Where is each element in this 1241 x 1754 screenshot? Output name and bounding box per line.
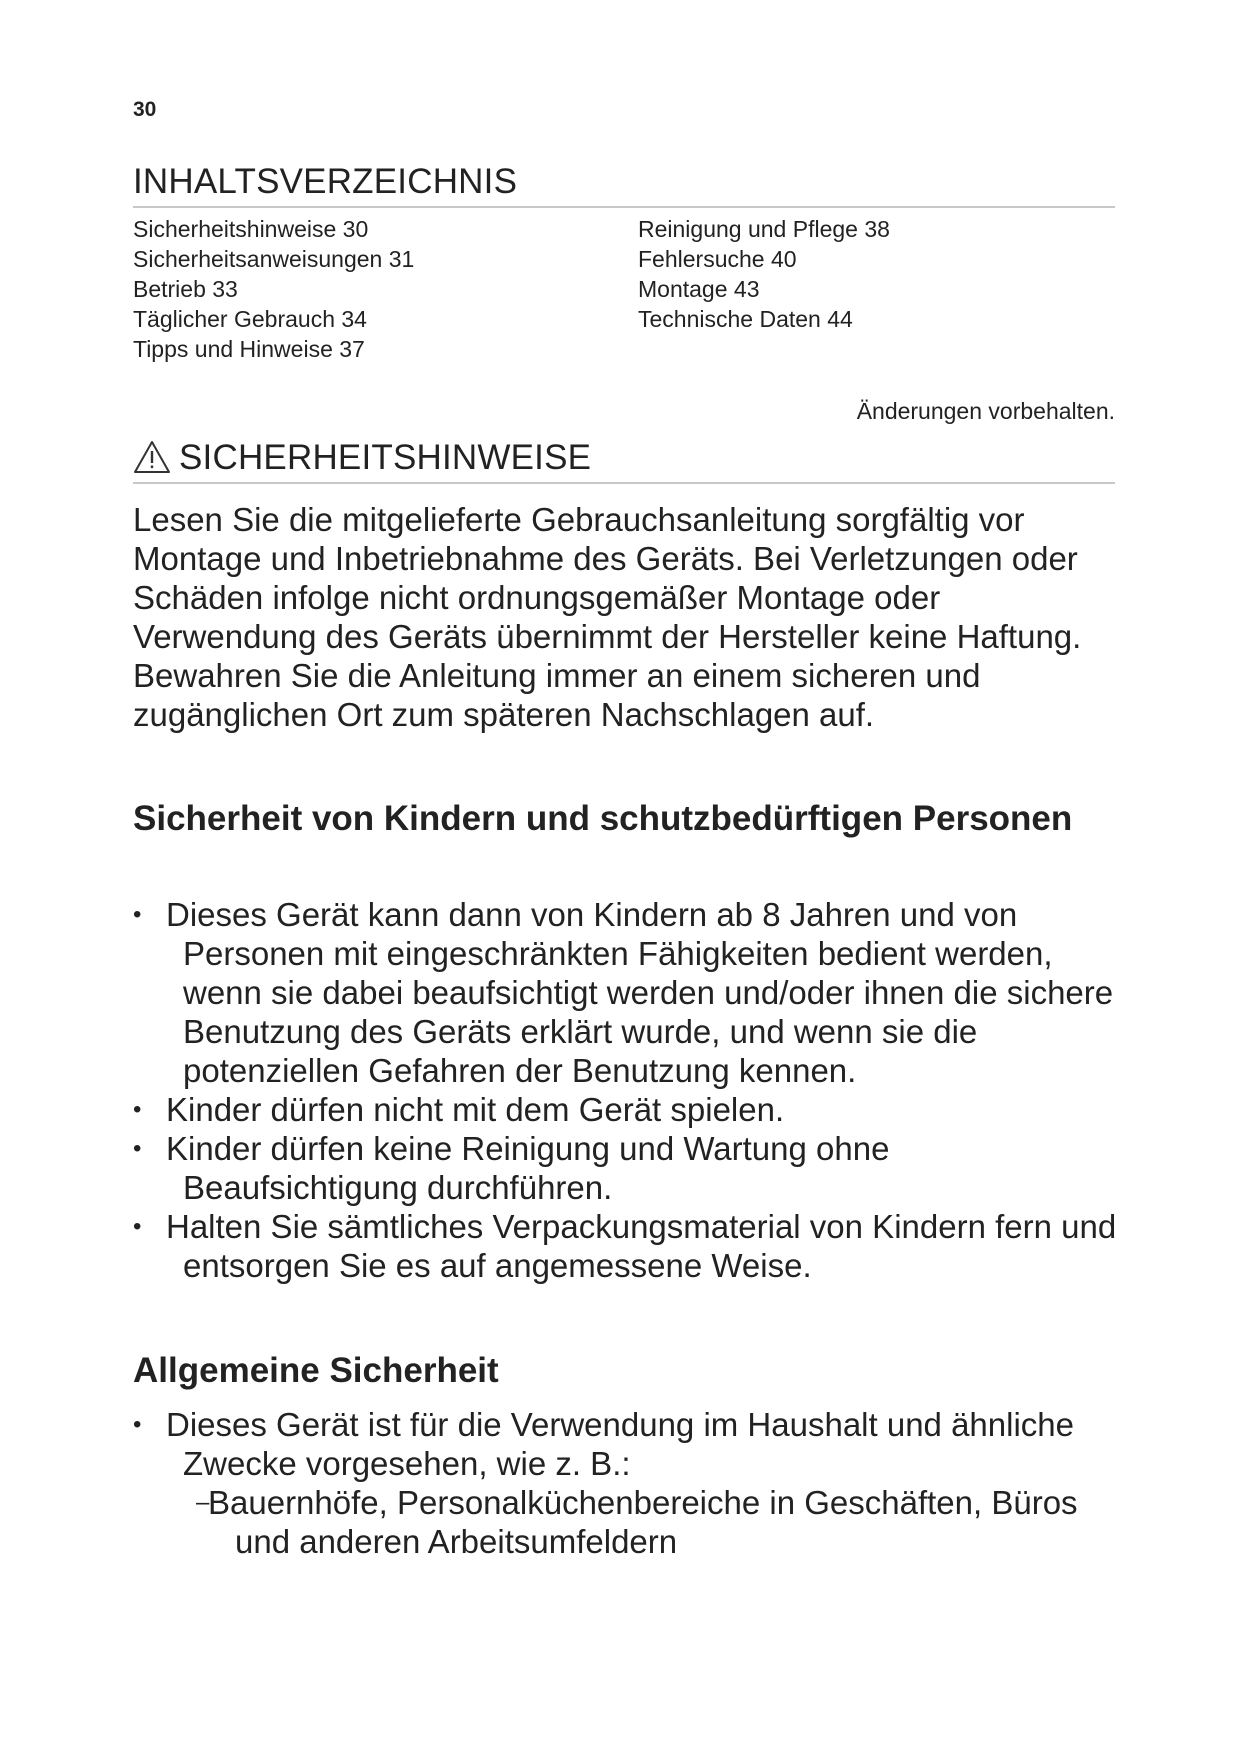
toc-item: Reinigung und Pflege 38	[638, 216, 890, 242]
toc-item: Fehlersuche 40	[638, 246, 797, 272]
general-safety-list	[133, 1405, 1123, 1561]
toc-item: Technische Daten 44	[638, 306, 853, 332]
list-item-text: Kinder dürfen keine Reinigung und Wartung ohne Beaufsichtigung durchführen.	[166, 1130, 890, 1206]
dash-icon: –	[196, 1489, 210, 1516]
bullet-icon: •	[133, 1213, 142, 1240]
list-item	[133, 1129, 1123, 1207]
children-safety-list	[133, 895, 1123, 1285]
list-item	[133, 895, 1123, 1090]
list-item-text: Halten Sie sämtliches Verpackungsmaterial von Kindern fern und entsorgen Sie es auf angemessene Weise.	[166, 1208, 1117, 1284]
general-safety-heading: Allgemeine Sicherheit	[133, 1351, 499, 1390]
toc-item: Betrieb 33	[133, 276, 238, 302]
toc-item: Sicherheitsanweisungen 31	[133, 246, 415, 272]
list-item	[133, 1090, 1123, 1129]
sub-list-item-text: Bauernhöfe, Personalküchenbereiche in Geschäften, Büros und anderen Arbeitsumfeldern	[208, 1484, 1078, 1560]
list-item-text: Kinder dürfen nicht mit dem Gerät spielen.	[166, 1091, 785, 1128]
children-safety-heading: Sicherheit von Kindern und schutzbedürftigen Personen	[133, 799, 1073, 838]
bullet-icon: •	[133, 1411, 142, 1438]
bullet-icon: •	[133, 901, 142, 928]
bullet-icon: •	[133, 1135, 142, 1162]
safety-title	[133, 438, 1115, 484]
safety-intro: Lesen Sie die mitgelieferte Gebrauchsanleitung sorgfältig vor Montage und Inbetriebnahme des Geräts. Bei Verletzungen oder Schäden infolge nicht ordnungsgemäßer Montage oder Verwendung des Geräts übernimmt der Hersteller keine Haftung. Bewahren Sie die Anleitung immer an einem sicheren und zugänglichen Ort zum späteren Nachschlagen auf.	[133, 501, 1082, 733]
toc-column-right	[638, 214, 890, 334]
toc-item: Tipps und Hinweise 37	[133, 336, 365, 362]
list-item-text: Dieses Gerät kann dann von Kindern ab 8 Jahren und von Personen mit eingeschränkten Fähigkeiten bedient werden, wenn sie dabei beaufsichtigt werden und/oder ihnen die sichere Benutzung des Geräts erklärt wurde, und wenn sie die potenziellen Gefahren der Benutzung kennen.	[166, 896, 1114, 1089]
toc-column-left	[133, 214, 414, 364]
toc-title: INHALTSVERZEICHNIS	[133, 162, 1115, 208]
general-safety-sublist	[166, 1483, 1123, 1561]
list-item	[133, 1207, 1123, 1285]
warning-triangle-icon	[133, 440, 171, 474]
bullet-icon: •	[133, 1096, 142, 1123]
changes-note: Änderungen vorbehalten.	[856, 398, 1115, 424]
toc-item: Montage 43	[638, 276, 760, 302]
toc-item: Täglicher Gebrauch 34	[133, 306, 367, 332]
sub-list-item	[166, 1483, 1123, 1561]
safety-title-text: SICHERHEITSHINWEISE	[179, 438, 592, 477]
page-number: 30	[133, 98, 157, 121]
toc-item: Sicherheitshinweise 30	[133, 216, 369, 242]
list-item	[133, 1405, 1123, 1561]
list-item-text: Dieses Gerät ist für die Verwendung im Haushalt und ähnliche Zwecke vorgesehen, wie z. B.:	[166, 1406, 1074, 1482]
